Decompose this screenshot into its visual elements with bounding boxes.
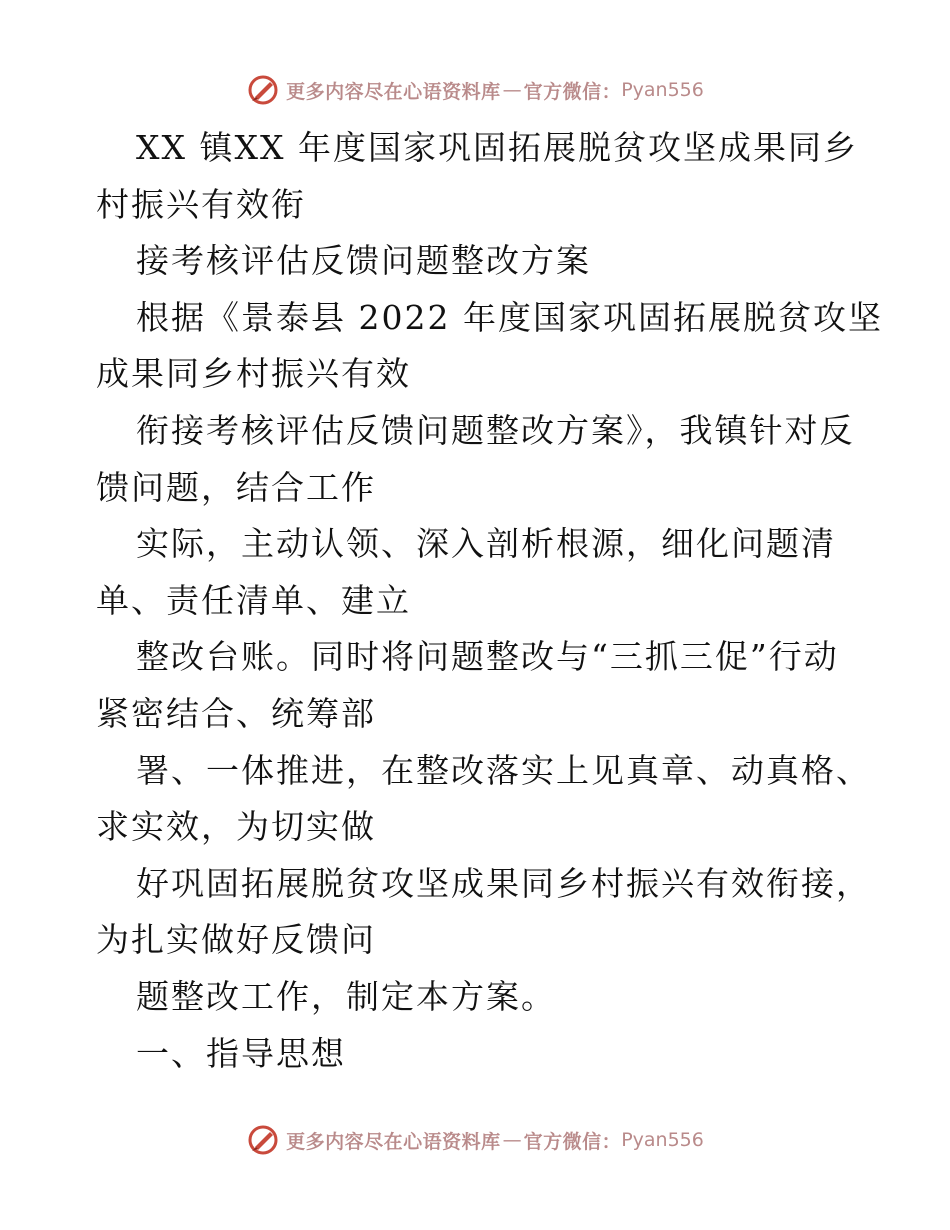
- footer-watermark: [0, 1120, 950, 1160]
- watermark-handle: Pyan556: [621, 79, 704, 101]
- paragraph-line: 根据《景泰县 2022 年度国家巩固拓展脱贫攻坚: [136, 297, 883, 337]
- section-heading: 一、指导思想: [136, 1033, 346, 1073]
- paragraph-line: 单、责任清单、建立: [96, 580, 411, 620]
- paragraph-line: 衔接考核评估反馈问题整改方案》，我镇针对反: [136, 410, 855, 450]
- watermark-dash: —: [502, 79, 522, 101]
- brush-pen-logo-icon: [246, 1123, 280, 1157]
- watermark-handle: Pyan556: [621, 1129, 704, 1151]
- title-line-3: 接考核评估反馈问题整改方案: [136, 241, 591, 281]
- watermark-slogan: 更多内容尽在心语资料库: [286, 1130, 501, 1153]
- paragraph-line: 整改台账。同时将问题整改与“三抓三促”行动: [136, 637, 839, 677]
- paragraph-line: 成果同乡村振兴有效: [96, 354, 411, 394]
- title-line-1: XX 镇XX 年度国家巩固拓展脱贫攻坚成果同乡: [136, 128, 858, 167]
- document-body: [96, 120, 883, 1082]
- paragraph-line: 署、一体推进，在整改落实上见真章、动真格、: [136, 750, 871, 790]
- watermark-slogan: 更多内容尽在心语资料库: [286, 80, 501, 103]
- paragraph-line: 紧密结合、统筹部: [96, 693, 376, 733]
- paragraph-line: 实际，主动认领、深入剖析根源，细化问题清: [136, 524, 836, 564]
- watermark-label: 官方微信：: [523, 80, 622, 103]
- paragraph-line: 好巩固拓展脱贫攻坚成果同乡村振兴有效衔接，: [136, 863, 871, 903]
- brush-pen-logo-icon: [246, 73, 280, 107]
- header-watermark: [0, 70, 950, 110]
- title-line-2: 村振兴有效衔: [96, 184, 306, 224]
- paragraph-line: 为扎实做好反馈问: [96, 920, 376, 960]
- paragraph-line: 馈问题，结合工作: [96, 467, 376, 507]
- paragraph-line: 题整改工作，制定本方案。: [136, 976, 556, 1016]
- watermark-dash: —: [502, 1129, 522, 1151]
- watermark-label: 官方微信：: [523, 1130, 622, 1153]
- paragraph-line: 求实效，为切实做: [96, 807, 376, 847]
